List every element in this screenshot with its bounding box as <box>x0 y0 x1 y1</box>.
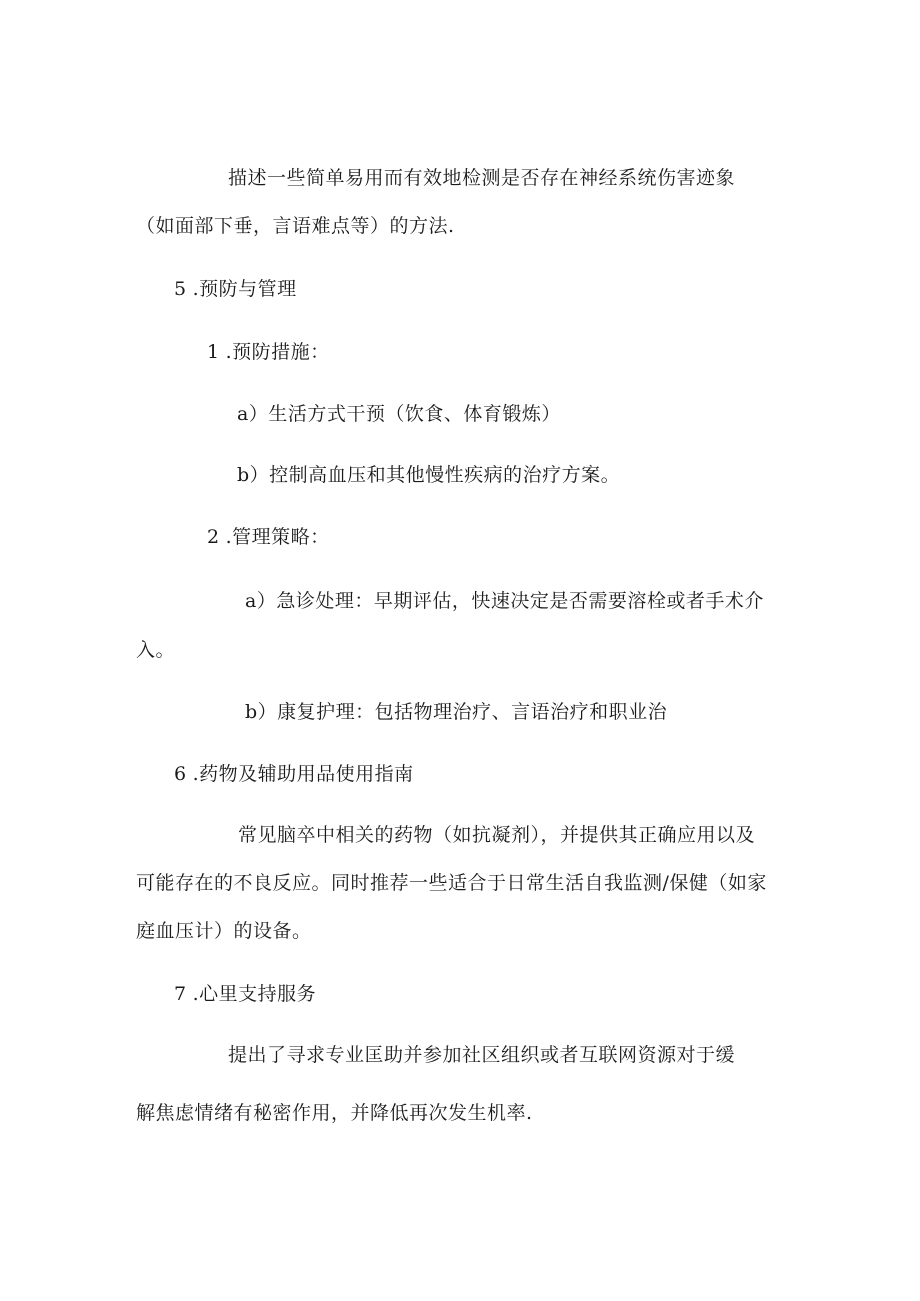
section-5-heading <box>174 277 297 301</box>
subsection-1-title: .预防措施： <box>225 341 330 363</box>
prevention-item-b: b）控制高血压和其他慢性疾病的治疗方案。 <box>237 464 621 486</box>
intro-line-2: （如面部下垂，言语难点等）的方法. <box>136 215 455 237</box>
prevention-item-a: a）生活方式干预（饮食、体育锻炼） <box>237 403 561 425</box>
subsection-1-heading <box>207 340 330 364</box>
management-item-b: b）康复护理：包括物理治疗、言语治疗和职业治 <box>245 701 668 723</box>
section-7-title: .心里支持服务 <box>192 983 317 1005</box>
section-6-body-line-1: 常见脑卒中相关的药物（如抗凝剂），并提供其正确应用以及 <box>238 824 756 846</box>
section-7-body-line-1: 提出了寻求专业匡助并参加社区组织或者互联网资源对于缓 <box>228 1044 736 1066</box>
section-7-heading <box>174 982 316 1006</box>
section-7-number: 7 <box>174 983 187 1005</box>
section-5-title: .预防与管理 <box>192 278 297 300</box>
section-6-title: .药物及辅助用品使用指南 <box>192 763 414 785</box>
management-item-a-line-2: 入。 <box>136 639 176 661</box>
management-item-a-line-1: a）急诊处理：早期评估，快速决定是否需要溶栓或者手术介 <box>245 590 764 612</box>
section-6-number: 6 <box>174 763 187 785</box>
intro-line-1: 描述一些简单易用而有效地检测是否存在神经系统伤害迹象 <box>228 167 736 189</box>
section-6-body-line-3: 庭血压计）的设备。 <box>136 920 312 942</box>
section-5-number: 5 <box>174 278 187 300</box>
section-6-heading <box>174 762 414 786</box>
subsection-2-title: .管理策略： <box>225 526 330 548</box>
subsection-2-number: 2 <box>207 526 220 548</box>
subsection-1-number: 1 <box>207 341 220 363</box>
subsection-2-heading <box>207 525 330 549</box>
section-7-body-line-2: 解焦虑情绪有秘密作用，并降低再次发生机率. <box>136 1102 533 1124</box>
section-6-body-line-2: 可能存在的不良反应。同时推荐一些适合于日常生活自我监测/保健（如家 <box>136 872 767 894</box>
